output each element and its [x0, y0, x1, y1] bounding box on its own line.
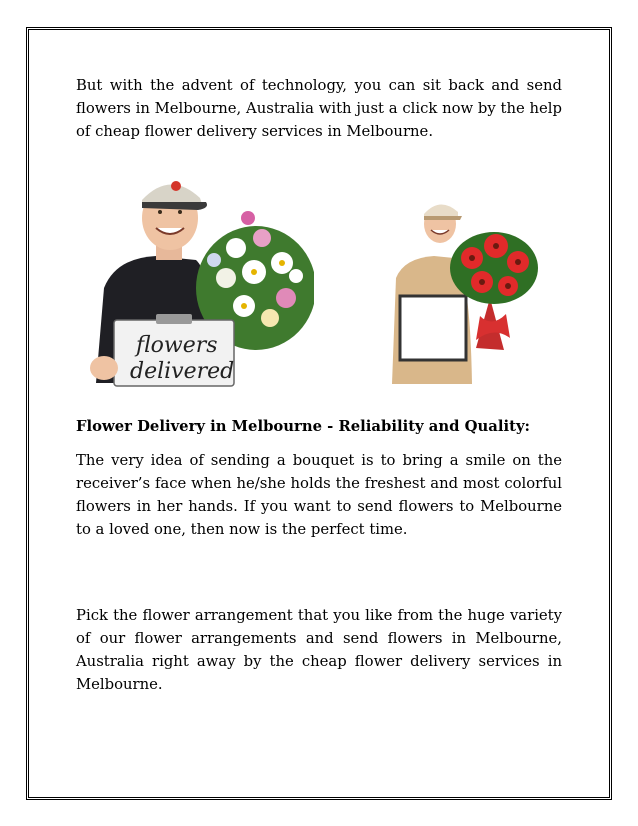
section-heading: Flower Delivery in Melbourne - Reliability and Quality:	[76, 418, 531, 435]
courier-with-blank-card-illustration	[384, 198, 544, 384]
courier-with-sign-illustration	[86, 168, 314, 390]
paragraph-bouquet-smile: The very idea of sending a bouquet is to bring a smile on the receiver’s face when he/she holds the freshest and most colorful flowers in her hands. If you want to send flowers to Melbourne to a loved one, then now is the perfect time.	[76, 452, 562, 538]
intro-paragraph: But with the advent of technology, you can sit back and send flowers in Melbourne, Australia with just a click now by the help of cheap flower delivery services in Melbourne.	[76, 77, 562, 140]
paragraph-pick-arrangement: Pick the flower arrangement that you like from the huge variety of our flower arrangements and send flowers in Melbourne, Australia right away by the cheap flower delivery services in Melbourne.	[76, 607, 562, 693]
sign-text-line2: delivered	[130, 359, 235, 384]
sign-text-line1: flowers	[136, 333, 218, 358]
